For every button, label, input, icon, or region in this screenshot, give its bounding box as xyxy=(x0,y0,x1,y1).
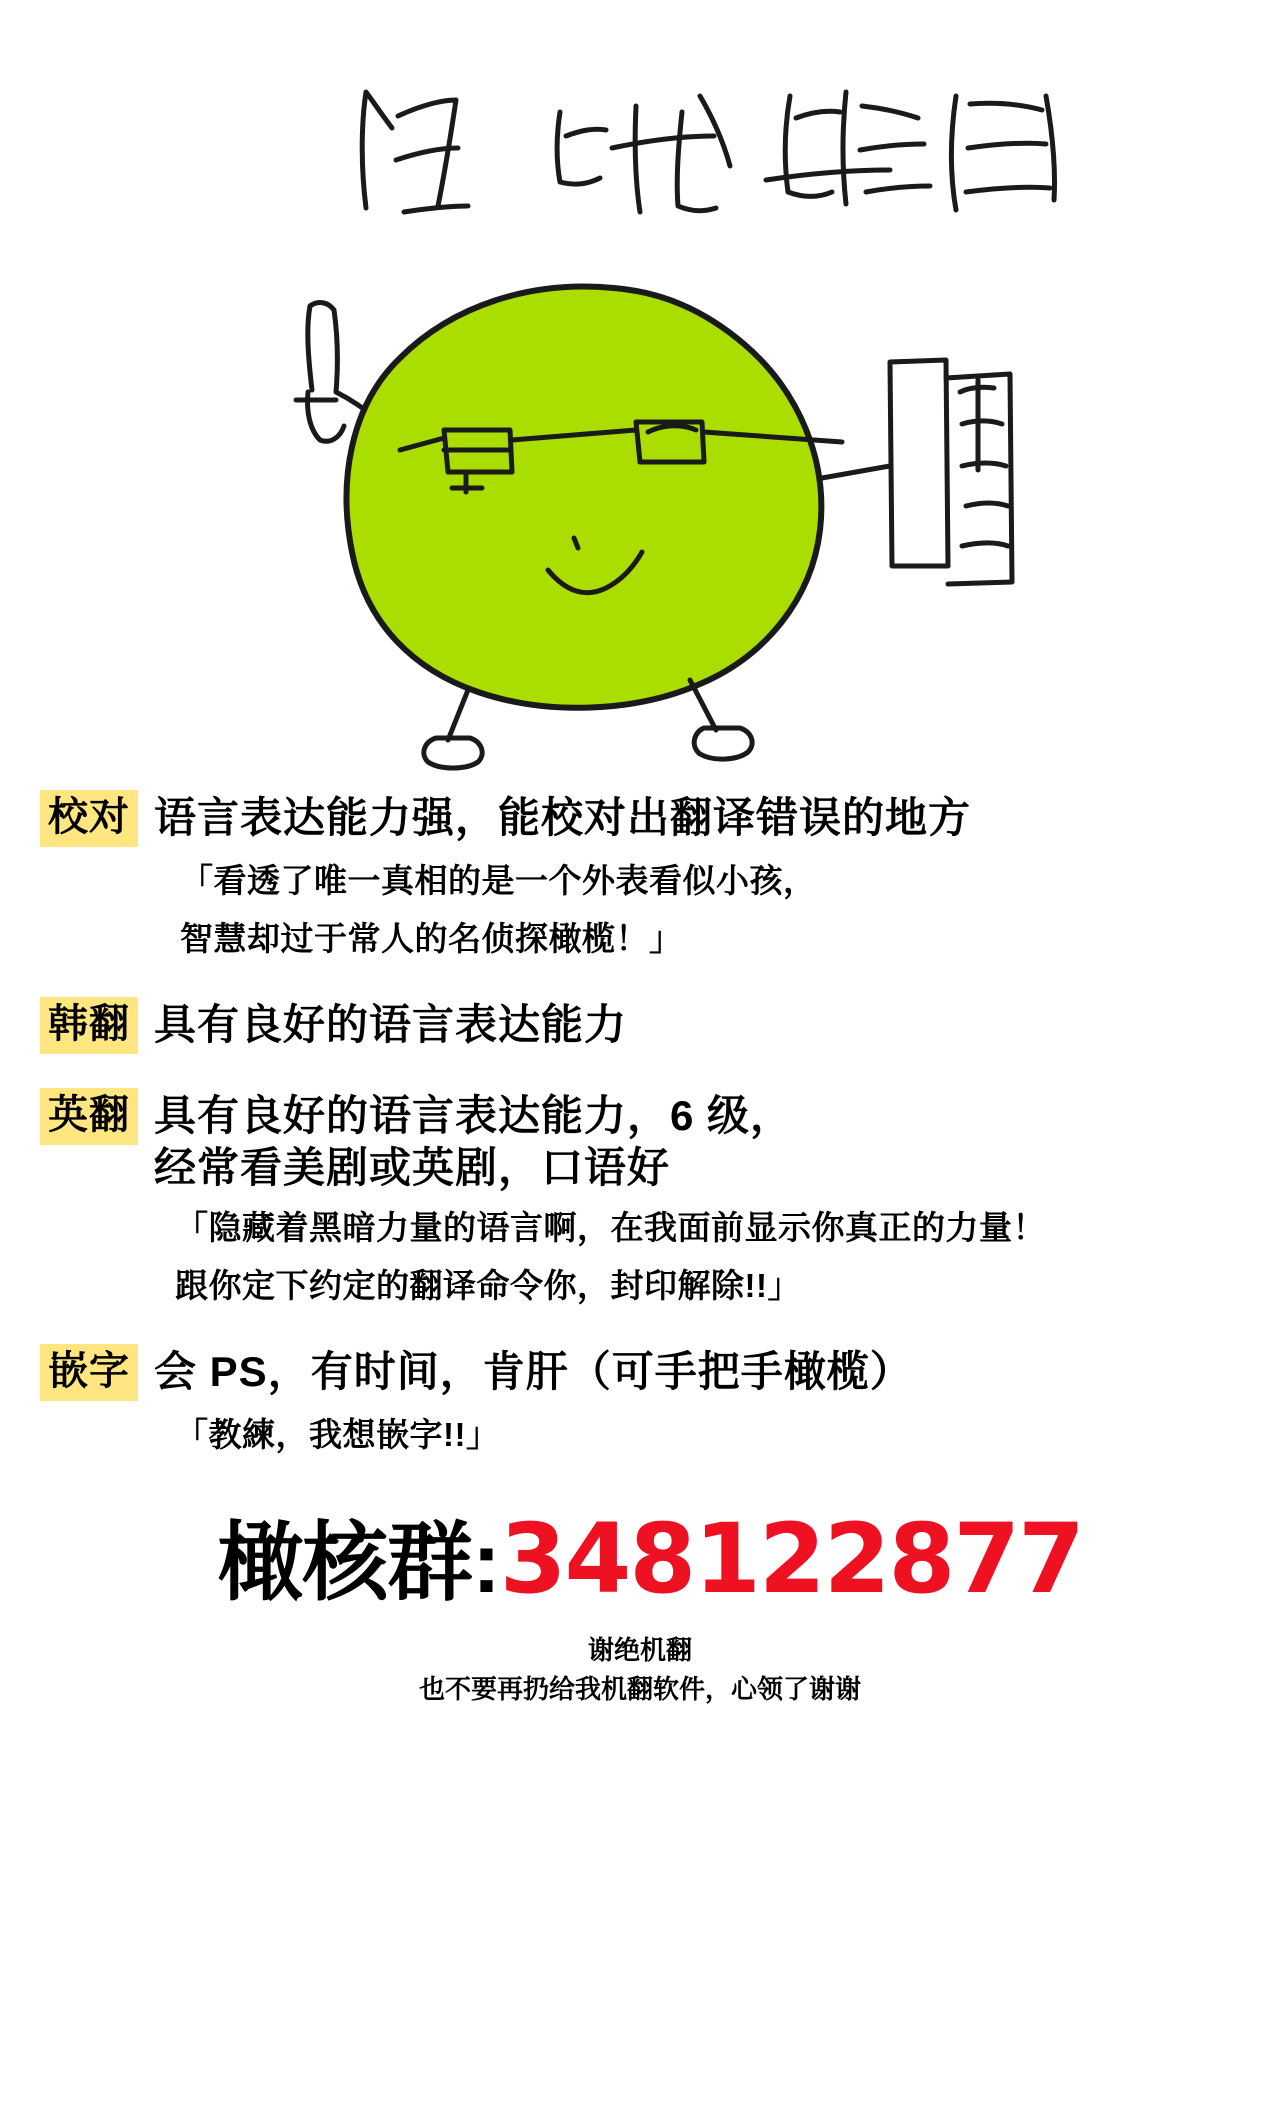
role-quote-line: 「教練，我想嵌字!!」 xyxy=(175,1416,500,1454)
entry-header xyxy=(40,1088,1240,1194)
group-contact xyxy=(0,1493,1280,1617)
entry-header xyxy=(40,1344,1240,1401)
role-tag: 校对 xyxy=(40,790,138,847)
role-requirement: 会 PS，有时间，肯肝（可手把手橄榄） xyxy=(154,1347,913,1395)
handdrawn-doodle xyxy=(0,0,1280,790)
group-label: 橄核群: xyxy=(217,1514,500,1611)
sign-board-icon xyxy=(890,360,948,566)
recruitment-list xyxy=(0,790,1280,1459)
right-foot-icon xyxy=(694,728,752,759)
role-tag: 韩翻 xyxy=(40,997,138,1054)
left-foot-icon xyxy=(424,738,482,768)
group-number: 348122877 xyxy=(499,1502,1083,1615)
list-item xyxy=(40,1088,1240,1310)
role-quote-line: 跟你定下约定的翻译命令你，封印解除!!」 xyxy=(175,1267,801,1305)
footer-notes xyxy=(0,1631,1280,1709)
role-requirement-line2: 经常看美剧或英剧，口语好 xyxy=(154,1144,671,1192)
role-requirement xyxy=(154,1088,793,1194)
entry-header xyxy=(40,997,1240,1054)
role-requirement: 具有良好的语言表达能力 xyxy=(154,1000,628,1048)
right-arm-icon xyxy=(822,466,890,478)
role-quote-line: 「隐藏着黑暗力量的语言啊，在我面前显示你真正的力量！ xyxy=(175,1209,1046,1247)
role-quote-line: 「看透了唯一真相的是一个外表看似小孩， xyxy=(180,862,817,900)
entry-header xyxy=(40,790,1240,847)
role-quote-line: 智慧却过于常人的名侦探橄榄！」 xyxy=(180,920,683,958)
brush-handle-icon xyxy=(308,303,337,392)
role-tag: 嵌字 xyxy=(40,1344,138,1401)
footer-note-2: 也不要再扔给我机翻软件，心领了谢谢 xyxy=(418,1673,861,1704)
header-illustration xyxy=(0,0,1280,790)
list-item xyxy=(40,997,1240,1054)
right-leg-icon xyxy=(690,680,716,730)
olive-character-body xyxy=(347,287,822,708)
handwritten-title-icon xyxy=(362,92,1054,212)
role-requirement-line1: 具有良好的语言表达能力，6 级， xyxy=(154,1092,794,1140)
left-leg-icon xyxy=(448,690,468,740)
role-tag: 英翻 xyxy=(40,1088,138,1145)
role-requirement: 语言表达能力强，能校对出翻译错误的地方 xyxy=(154,794,972,841)
list-item xyxy=(40,790,1240,963)
list-item xyxy=(40,1344,1240,1459)
footer-note-1: 谢绝机翻 xyxy=(587,1634,692,1665)
